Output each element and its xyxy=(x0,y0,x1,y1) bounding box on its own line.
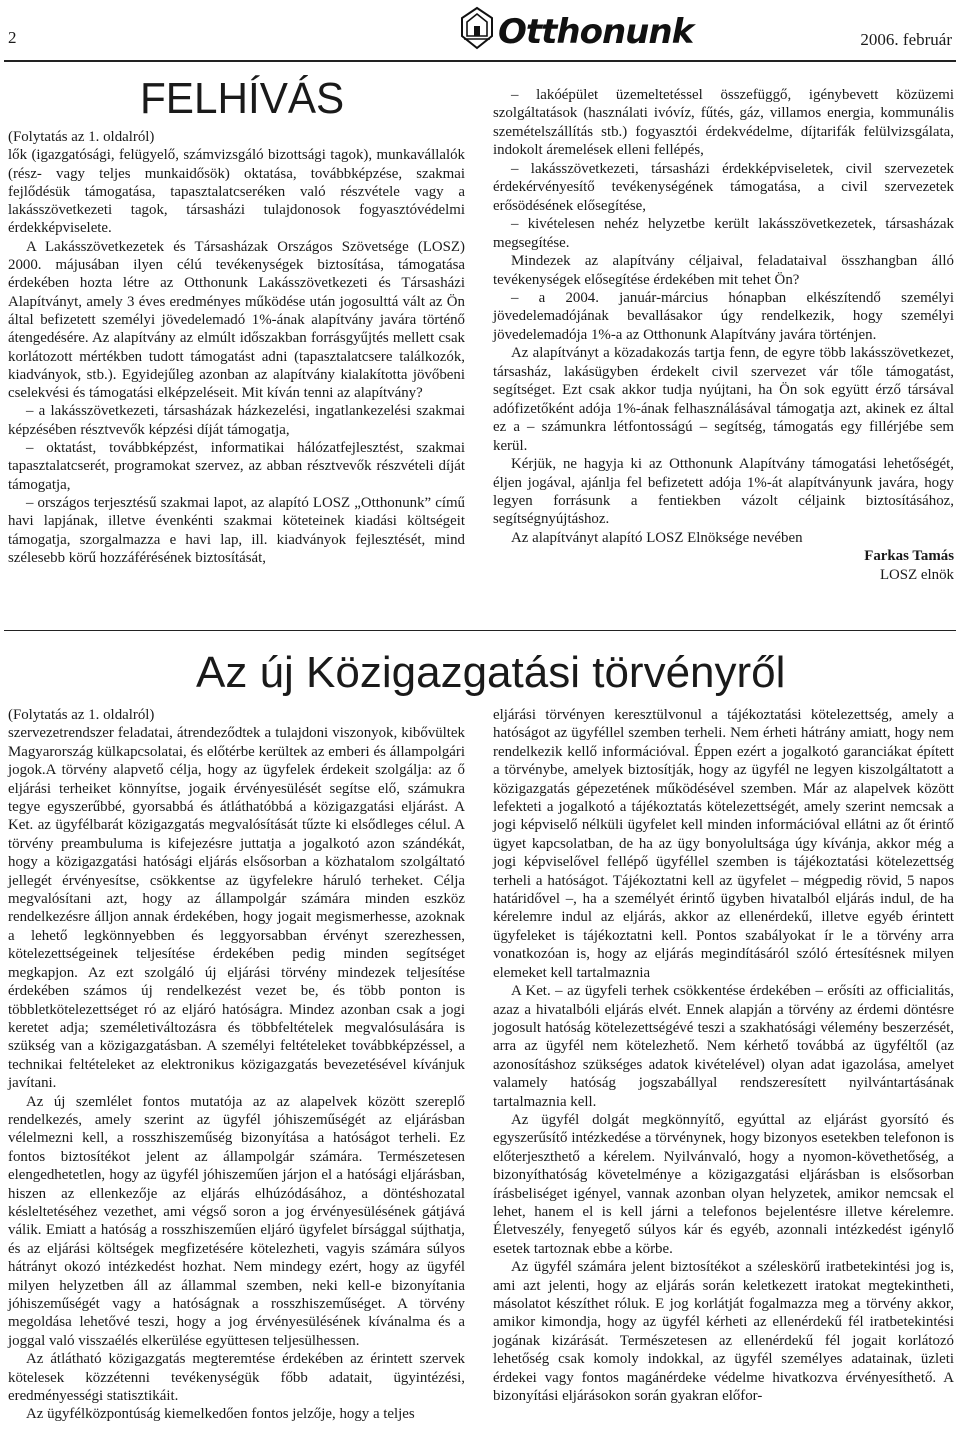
article-divider xyxy=(4,630,956,631)
continued-note: (Folytatás az 1. oldalról) xyxy=(8,707,155,723)
list-item: – országos terjesztésű szakmai lapot, az alapító LOSZ „Otthonunk” című havi lapjának, illetve évenkénti szakmai köteteinek kiadási költségeit támogatja, szorgalmazza e havi lap, ill. kiadványok fejlesztését, mind szélesebb körű hozzáférésének biztosítását, xyxy=(8,494,465,566)
list-item: – kivételesen nehéz helyzetbe került lakásszövetkezetek, társasházak megsegítése. xyxy=(493,216,954,251)
article2-column-right xyxy=(493,706,954,1405)
paragraph: Mindezek az alapítvány céljaival, feladataival összhangban álló tevékenységek elősegítése érdekében mit tehet Ön? xyxy=(493,253,954,288)
brand-title: Otthonunk xyxy=(498,12,694,52)
list-item: – a lakásszövetkezeti, társasházak házkezelési, ingatlankezelési szakmai képzésében résztvevők képzési díját támogatja, xyxy=(8,403,465,438)
list-item: – lakóépület üzemeltetéssel összefüggő, igénybevett közüzemi szolgáltatások (használati ivóvíz, fűtés, gáz, villamos energia, kommunális szemételszállítás stb.) fogyasztói érdekvédelme, díjtarifák felülvizsgálata, indokolt áremelések elleni fellépés, xyxy=(493,87,954,159)
list-item: – a 2004. január-március hónapban elkészítendő személyi jövedelemadójának bevallásakor úgy rendelkezik, hogy személyi jövedelemadója 1%-a az Otthonunk Alapítvány javára történjen. xyxy=(493,289,954,343)
article1-title: FELHÍVÁS xyxy=(140,74,345,123)
paragraph: Az alapítványt alapító LOSZ Elnöksége nevében xyxy=(511,529,803,546)
paragraph: lők (igazgatósági, felügyelő, számvizsgáló bizottsági tagok), munkavállalók (rész- vagy teljes munkaidősök) oktatása, továbbképzése, szakmai fejlődésük támogatása, tapasztalatcseréken való részvétele vagy a lakásszövetkezeti tagok, társasházi tulajdonosok fogyasztóvédelmi érdekképviselete. xyxy=(8,147,465,237)
header-rule xyxy=(4,60,956,62)
page-number: 2 xyxy=(8,28,17,47)
article2-title: Az új Közigazgatási törvényről xyxy=(196,648,786,697)
house-logo-icon xyxy=(460,6,494,50)
list-item: – oktatást, továbbképzést, informatikai hálózatfejlesztést, szakmai tapasztalatcserét, programokat szervez, az abban résztvevők részvételi díját támogatja, xyxy=(8,440,465,493)
paragraph: Az ügyfélközpontúság kiemelkedően fontos jelzője, hogy a teljes xyxy=(26,1406,415,1423)
continued-note: (Folytatás az 1. oldalról) xyxy=(8,129,155,145)
signature-title: LOSZ elnök xyxy=(879,566,954,583)
paragraph: A Lakásszövetkezetek és Társasházak Országos Szövetsége (LOSZ) 2000. májusában ilyen célú tevékenységek biztosítása, támogatása érdekében hozta létre az Otthonunk Lakásszövetkezeti és Társasházi Alapítványt, amely 3 éves eredményes működése után jogosulttá vált az Ön által befizetett személyi jövedelemadó 1%-ának alapítvány javára történő átengedésére. Az alapítvány az elmúlt időszakban forrásgyűjtés mellett csak korlátozott mértékben tudott támogatást adni (tapasztalatcsere találkozók, kiadványok, stb.). Egyidejűleg azonban az alapítvány kialakította jövőbeni cselekvési és támogatási elképzeléseit. Mit kíván tenni az alapítvány? xyxy=(8,238,465,402)
paragraph: Az ügyfél dolgát megkönnyítő, egyúttal az eljárást gyorsító és egyszerűsítő intézkedése a törvénynek, hogy bizonyos esetekben telefonon is előterjeszthető a kérelem. Nyilvánvaló, hogy a nyomon-követhetőség, a bizonyíthatóság követelménye a közigazgatási eljárásban is elsősorban írásbeliséget igényel, vannak azonban olyan helyzetek, amikor nemcsak el lehet, hanem el is kell járni a telefonos bejelentésre illetve kérelemre. Életveszély, fenyegető súlyos kár és egyéb, azonnali intézkedést igénylő esetek tartoznak ebbe a körbe. xyxy=(493,1111,954,1257)
paragraph: Az ügyfél számára jelent biztosítékot a széleskörű iratbetekintési jog is, ami azt jelenti, hogy az eljárás során keletkezett iratokat megtekintheti, másolatot készíthet róluk. E jog korlátját fogalmazza meg a törvény akkor, amikor kimondja, hogy az ügyfél kérheti az ellenérdekű fél iratbetekintési jogának kizárását. Természetesen az ellenérdekű fél jogait korlátozó lehetőség csak komoly indokkal, az ügyfél személyes adatainak, üzleti érdekei vagy fontos magánérdeke védelme hivatkozva érvényesíthető. A bizonyítási eljárásokon során gyakran előfor- xyxy=(493,1259,954,1405)
paragraph: A Ket. – az ügyfeli terhek csökkentése érdekében – erősíti az officialitás, azaz a hivatalbóli eljárás elvét. Ennek alapján a törvény az érdemi döntésre jogosult hatóság kötelezettségévé teszi a szakhatósági vélemény beszerzését, arra az ügyfél nem kötelezhető. Nem kérhető továbbá az ügyféltől (az azonosításhoz szükséges adatok kivételével) olyan adat igazolása, amelyet valamely hatóság jogszabállyal rendszeresített nyilvántartásának tartalmaznia kell. xyxy=(493,983,954,1110)
issue-date: 2006. február xyxy=(860,30,952,49)
article1-column-right xyxy=(493,86,954,584)
signature-name: Farkas Tamás xyxy=(864,548,954,565)
paragraph: Az alapítványt a közadakozás tartja fenn, de egyre több lakásszövetkezet, társasház, lakásügyben érdekelt civil szervezet vár tőle támogatást, segítséget. Ezt csak akkor tudja nyújtani, ha Ön sok együtt érző társával adófizetőként adója 1%-ának felhasználásával támogatja azt, akinek ez által ez a – számunkra létfontosságú – segítség, támogatás egy fillérjébe sem kerül. xyxy=(493,345,954,454)
paragraph: szervezetrendszer feladatai, átrendeződtek a tulajdoni viszonyok, kibővültek Magyarország külkapcsolatai, és előtérbe kerültek az emberi és állampolgári jogok.A törvény alapvető célja, hogy az ügyfelek érdekeit szolgálja: az ő eljárási terheiket könnyítse, jogaik érvényesülését segítse elő, számukra tegye egyszerűbbé, gyorsabbá és átláthatóbbá a közigazgatási eljárást. A Ket. az ügyfélbarát közigazgatás megvalósítását tűzte ki elsődleges célul. A törvény preambuluma is kifejezésre juttatja a jogalkotó azon szándékát, hogy a közigazgatási hatósági eljárás elsősorban a közhatalom szolgáltató jellegét érvényesítse, csökkentse az ügyfelekre háruló terheket. Célja megvalósítani azt, hogy az állampolgár számára minden eszköz rendelkezésre álljon annak érdekében, hogy jogait megismerhesse, azoknak a lehető legkönnyebben és leggyorsabban érvényt szerezhessen, kötelezettségeinek teljesítése érdekében pedig minden segítséget megkapjon. Az ezt szolgáló új eljárási törvény mindezek teljesítése érdekében számos új rendelkezést vezet be, és több ponton is többletkötelezettséget ró az eljáró hatóságra. Mindez azonban csak a jogi keretet adja; személetiváltozásra és többfeltételek megvalósulására is szükség van a közigazgatásban. A személyi feltételeket továbbképzéssel, a technikai feltételeket az elektronikus közigazgatás bevezetésével kívánjuk javítani. xyxy=(8,725,465,1092)
paragraph: Az új szemlélet fontos mutatója az az alapelvek között szereplő rendelkezés, amely szerint az ügyfél jóhiszeműségét az eljárásban vélelmezni kell, a rosszhiszeműség bizonyítása a hatóságot terheli. Ez fontos biztosítékot jelent az állampolgár számára. Természetesen elengedhetetlen, hogy az ügyfél jóhiszeműen járjon el a hatósági eljárásban, hiszen az ellenkezője az eljárás elhúzódásához, a döntéshozatal késleltetéséhez vezethet, ami végső soron a jog érvényesülésének gátjává válik. Emiatt a hatóság a rosszhiszeműen eljáró ügyfelet bírsággal sújthatja, és az eljárási költségek megfizetésére kötelezheti, vagyis számára súlyos hátrányt okozó intézkedést hozhat. Nem mindegy ezért, hogy az ügyfél milyen helyzetben áll az állammal szemben, neki kell-e bizonyítania jóhiszeműségét vagy a hatóságnak a rosszhiszeműséget. A törvény megoldása lehetővé teszi, hogy a jog érvényesülésének kívánalma és a joggal való visszaélés elkerülése együttesen teljesülhessen. xyxy=(8,1093,465,1349)
paragraph: eljárási törvényen keresztülvonul a tájékoztatási kötelezettség, amely a hatóságot az ügyféllel szemben terheli. Nem érheti hátrány amiatt, hogy nem rendelkezik kellő információval. Éppen ezért a jogalkotó garanciákat épített a törvénybe, amelyek biztosítják, hogy az ügyfél ne legyen kiszolgáltatott a közigazgatás gépezetének működésével szemben. Már az alapelvek között lefekteti a jogalkotó a tájékoztatás kötelezettségét, amely szerint nemcsak a jogi képviselő nélküli ügyfelet kell minden információval ellátni az őt érintő ügyet kapcsolatban, de ha az ügy bonyolultsága úgy kívánja, akkor még a jogi képviselővel fellépő ügyféllel szemben is tájékoztatási kötelezettség terheli a hatóságot. Tájékoztatni kell az ügyfelet – mégpedig rövid, 5 napos határidővel –, ha a személyét érintő ügyben hivatalból eljárás indul, de ha kérelemre indul az eljárás, akkor az ellenérdekű, illetve egyéb érintett ügyfeleket is tájékoztatni kell. Pontos szabályokat ír le a törvény arra vonatkozóan is, hogy az eljárás megindításáról szóló értesítésnek milyen elemeket kell tartalmaznia xyxy=(493,707,954,981)
paragraph: Kérjük, ne hagyja ki az Otthonunk Alapítvány támogatási lehetőségét, éljen jogával, ajánlja fel befizetett adója 1%-át alapítványunk javára, hogy legyen forrásunk a fentiekben vázolt céljaink biztosításához, segítségnyújtáshoz. xyxy=(493,456,954,528)
list-item: – lakásszövetkezeti, társasházi érdekképviseletek, civil szervezetek érdekérvényesítő tevékenységének támogatása, a civil szervezetek erősödésének elősegítése, xyxy=(493,160,954,214)
article2-column-left xyxy=(8,706,465,1424)
article1-column-left xyxy=(8,128,465,567)
paragraph: Az átlátható közigazgatás megteremtése érdekében az érintett szervek kötelesek közzétenni tevékenységük főbb adatait, ügyintézési, eredményességi statisztikáit. xyxy=(8,1351,465,1405)
